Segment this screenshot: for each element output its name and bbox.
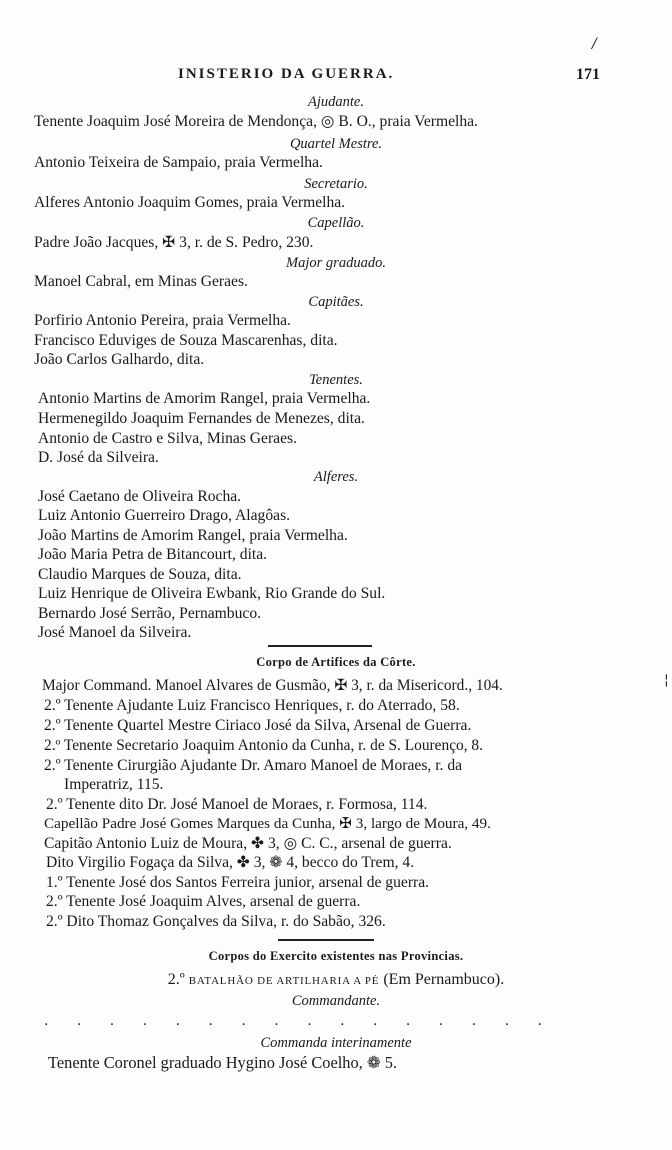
battalion-place: (Em Pernambuco). xyxy=(383,971,505,988)
entry-line: Dito Virgilio Fogaça da Silva, ✤ 3, ❁ 4, becco do Trem, 4. xyxy=(46,854,415,871)
dot-leader: . . . . . . . . . . . . . . . . xyxy=(44,1013,554,1029)
entry-line: 2.º Tenente Cirurgião Ajudante Dr. Amaro Manoel de Moraes, r. da xyxy=(44,757,463,774)
entry-line: Luiz Henrique de Oliveira Ewbank, Rio Grande do Sul. xyxy=(38,585,386,602)
heading-secretario: Secretario. xyxy=(304,176,368,192)
running-title: INISTERIO DA GUERRA. xyxy=(178,66,395,82)
entry-line: Luiz Antonio Guerreiro Drago, Alagôas. xyxy=(38,507,291,524)
section-title-artifices: Corpo de Artifices da Côrte. xyxy=(256,655,416,669)
battalion-name: BATALHÃO DE ARTILHARIA A PÉ xyxy=(188,975,380,987)
page-header xyxy=(0,66,672,86)
entry-line: Hermenegildo Joaquim Fernandes de Menezes, dita. xyxy=(38,410,365,427)
entry-line: Antonio Martins de Amorim Rangel, praia Vermelha. xyxy=(38,390,371,407)
entry-line: D. José da Silveira. xyxy=(38,449,159,466)
section-divider xyxy=(268,645,372,647)
entry-line: 2.º Tenente José Joaquim Alves, arsenal de guerra. xyxy=(46,893,361,910)
heading-capitaes: Capitães. xyxy=(308,294,364,310)
entry-line: 1.º Tenente José dos Santos Ferreira junior, arsenal de guerra. xyxy=(46,874,430,891)
entry-line: João Carlos Galhardo, dita. xyxy=(34,351,205,368)
heading-alferes: Alferes. xyxy=(313,469,359,485)
entry-line: Imperatriz, 115. xyxy=(64,776,164,793)
entry-line: Bernardo José Serrão, Pernambuco. xyxy=(38,605,262,622)
heading-quartel-mestre: Quartel Mestre. xyxy=(289,136,383,152)
entry-line: Antonio Teixeira de Sampaio, praia Vermelha. xyxy=(34,154,323,171)
entry-line: 2.º Tenente Secretario Joaquim Antonio da Cunha, r. de S. Lourenço, 8. xyxy=(44,737,483,754)
entry-line: 2.º Tenente Quartel Mestre Ciriaco José da Silva, Arsenal de Guerra. xyxy=(44,717,472,734)
entry-line: Francisco Eduviges de Souza Mascarenhas, dita. xyxy=(34,332,338,349)
margin-mark: ¦ xyxy=(664,672,669,688)
battalion-title xyxy=(0,970,672,991)
page-number: 171 xyxy=(576,66,600,83)
heading-major-graduado: Major graduado. xyxy=(286,255,386,271)
entry-line: Alferes Antonio Joaquim Gomes, praia Vermelha. xyxy=(34,194,346,211)
entry-line: Manoel Cabral, em Minas Geraes. xyxy=(34,273,248,290)
entry-line: 2.º Tenente Ajudante Luiz Francisco Henriques, r. do Aterrado, 58. xyxy=(44,697,460,714)
section-divider xyxy=(278,939,374,941)
heading-tenentes: Tenentes. xyxy=(309,372,363,388)
entry-line: Tenente Coronel graduado Hygino José Coelho, ❁ 5. xyxy=(48,1053,397,1072)
section-title-provincias: Corpos do Exercito existentes nas Provincias. xyxy=(208,949,464,963)
entry-line: José Caetano de Oliveira Rocha. xyxy=(38,488,242,505)
entry-line: Capellão Padre José Gomes Marques da Cunha, ✠ 3, largo de Moura, 49. xyxy=(44,815,491,832)
entry-line: João Maria Petra de Bitancourt, dita. xyxy=(38,546,268,563)
battalion-number: 2.º xyxy=(167,971,185,988)
entry-line: 2.º Dito Thomaz Gonçalves da Silva, r. do Sabão, 326. xyxy=(46,913,386,930)
entry-line: Capitão Antonio Luiz de Moura, ✤ 3, ◎ C. C., arsenal de guerra. xyxy=(44,835,452,852)
entry-line: 2.º Tenente dito Dr. José Manoel de Moraes, r. Formosa, 114. xyxy=(46,796,428,813)
entry-line: João Martins de Amorim Rangel, praia Vermelha. xyxy=(38,527,348,544)
entry-line: Major Command. Manoel Alvares de Gusmão, ✠ 3, r. da Misericord., 104. xyxy=(42,677,503,694)
entry-line: José Manoel da Silveira. xyxy=(38,624,192,641)
heading-commanda-interinamente: Commanda interinamente xyxy=(260,1035,412,1051)
heading-commandante: Commandante. xyxy=(291,993,381,1009)
heading-capellao: Capellão. xyxy=(307,215,365,231)
heading-ajudante: Ajudante. xyxy=(308,94,364,110)
entry-line: Porfirio Antonio Pereira, praia Vermelha. xyxy=(34,312,291,329)
entry-line: Tenente Joaquim José Moreira de Mendonça, ◎ B. O., praia Vermelha. xyxy=(34,113,478,130)
entry-line: Claudio Marques de Souza, dita. xyxy=(38,566,242,583)
entry-line: Antonio de Castro e Silva, Minas Geraes. xyxy=(38,430,297,447)
corner-mark: / xyxy=(592,36,597,52)
entry-line: Padre João Jacques, ✠ 3, r. de S. Pedro, 230. xyxy=(34,234,314,251)
